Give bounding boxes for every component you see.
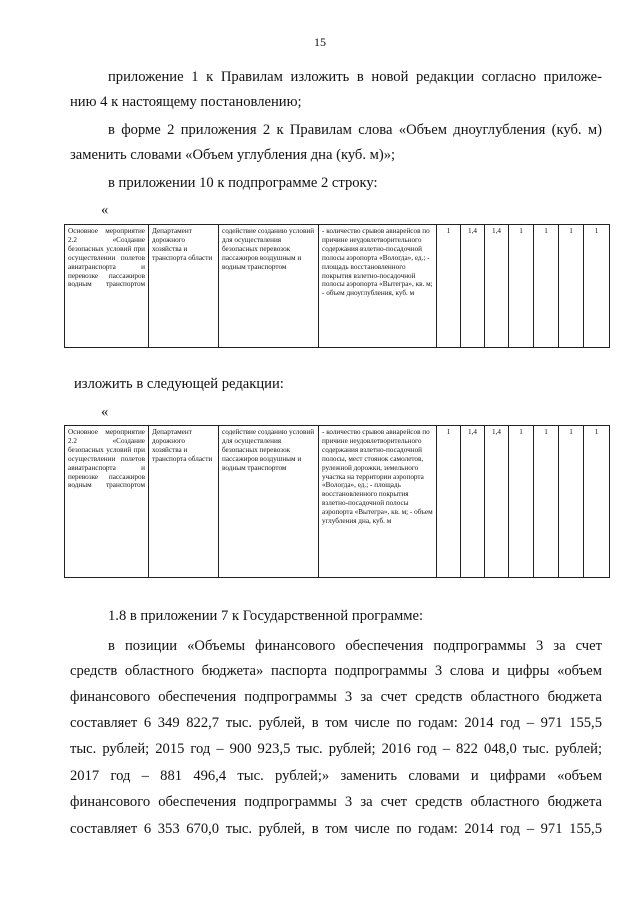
old-value-cell: 1,4 [461, 225, 485, 348]
paragraph-6-line-4: составляет 6 349 822,7 тыс. рублей, в том числе по годам: 2014 год – 971 155,5 [70, 715, 602, 731]
old-event-cell: Основное мероприятие 2.2 «Создание безопасных условий при осуществлении полетов авиатранспорта и перевозке пассажиров водным транспортом [65, 225, 149, 348]
new-value-cell: 1 [534, 426, 559, 578]
paragraph-1-line-1: приложение 1 к Правилам изложить в новой редакции согласно приложе- [108, 69, 602, 85]
paragraph-4: изложить в следующей редакции: [74, 376, 284, 392]
quote-open-2: « [101, 404, 109, 420]
page-number: 15 [314, 35, 326, 49]
old-value-cell: 1 [559, 225, 584, 348]
new-value-cell: 1,4 [485, 426, 509, 578]
new-value-cell: 1 [584, 426, 610, 578]
paragraph-6-line-5: тыс. рублей; 2015 год – 900 923,5 тыс. рублей; 2016 год – 822 048,0 тыс. рублей; [70, 741, 602, 757]
paragraph-3: в приложении 10 к подпрограмме 2 строку: [108, 175, 378, 191]
paragraph-1-line-2: нию 4 к настоящему постановлению; [70, 94, 302, 110]
old-value-cell: 1 [534, 225, 559, 348]
paragraph-6-line-1: в позиции «Объемы финансового обеспечения подпрограммы 3 за счет [108, 638, 602, 654]
new-goal-cell: содействие созданию условий для осуществления безопасных перевозок пассажиров воздушным и водным транспортом [219, 426, 319, 578]
paragraph-6-line-8: составляет 6 353 670,0 тыс. рублей, в том числе по годам: 2014 год – 971 155,5 [70, 821, 602, 837]
new-value-cell: 1 [437, 426, 461, 578]
paragraph-6-line-7: финансового обеспечения подпрограммы 3 за счет средств областного бюджета [70, 794, 602, 810]
old-executor-cell: Департамент дорожного хозяйства и транспорта области [149, 225, 219, 348]
paragraph-6-line-2: средств областного бюджета» паспорта подпрограммы 3 слова и цифры «объем [70, 663, 602, 679]
old-goal-cell: содействие созданию условий для осуществления безопасных перевозок пассажиров воздушным и водным транспортом [219, 225, 319, 348]
new-executor-cell: Департамент дорожного хозяйства и транспорта области [149, 426, 219, 578]
paragraph-5: 1.8 в приложении 7 к Государственной программе: [108, 608, 424, 624]
quote-open-1: « [101, 202, 109, 218]
table-new-row [64, 425, 610, 578]
old-value-cell: 1 [509, 225, 534, 348]
old-indicators-cell: - количество срывов авиарейсов по причине неудовлетворительного содержания взлетно-посадочной полосы аэропорта «Вологда», ед.; - площадь восстановленного покрытия взлетно-посадочной полосы аэропорта «Вытегра», кв. м; - объем дноуглубления, куб. м [319, 225, 437, 348]
new-event-cell: Основное мероприятие 2.2 «Создание безопасных условий при осуществлении полетов авиатранспорта и перевозке пассажиров водным транспортом [65, 426, 149, 578]
table-old-row [64, 224, 610, 348]
new-value-cell: 1 [509, 426, 534, 578]
paragraph-2-line-2: заменить словами «Объем углубления дна (куб. м)»; [70, 147, 396, 163]
old-value-cell: 1 [437, 225, 461, 348]
old-value-cell: 1 [584, 225, 610, 348]
new-value-cell: 1,4 [461, 426, 485, 578]
paragraph-6-line-3: финансового обеспечения подпрограммы 3 за счет средств областного бюджета [70, 689, 602, 705]
new-indicators-cell: - количество срывов авиарейсов по причине неудовлетворительного содержания взлетно-посадочной полосы, мест стоянок самолетов, рулежной дорожки, земельного участка на территории аэропорта «Вологда», ед.; - площадь восстановленного покрытия взлетно-посадочной полосы аэропорта «Вытегра», кв. м; - объем углубления дна, куб. м [319, 426, 437, 578]
old-value-cell: 1,4 [485, 225, 509, 348]
paragraph-2-line-1: в форме 2 приложения 2 к Правилам слова «Объем дноуглубления (куб. м) [108, 122, 602, 138]
new-value-cell: 1 [559, 426, 584, 578]
paragraph-6-line-6: 2017 год – 881 496,4 тыс. рублей;» заменить словами и цифрами «объем [70, 768, 602, 784]
